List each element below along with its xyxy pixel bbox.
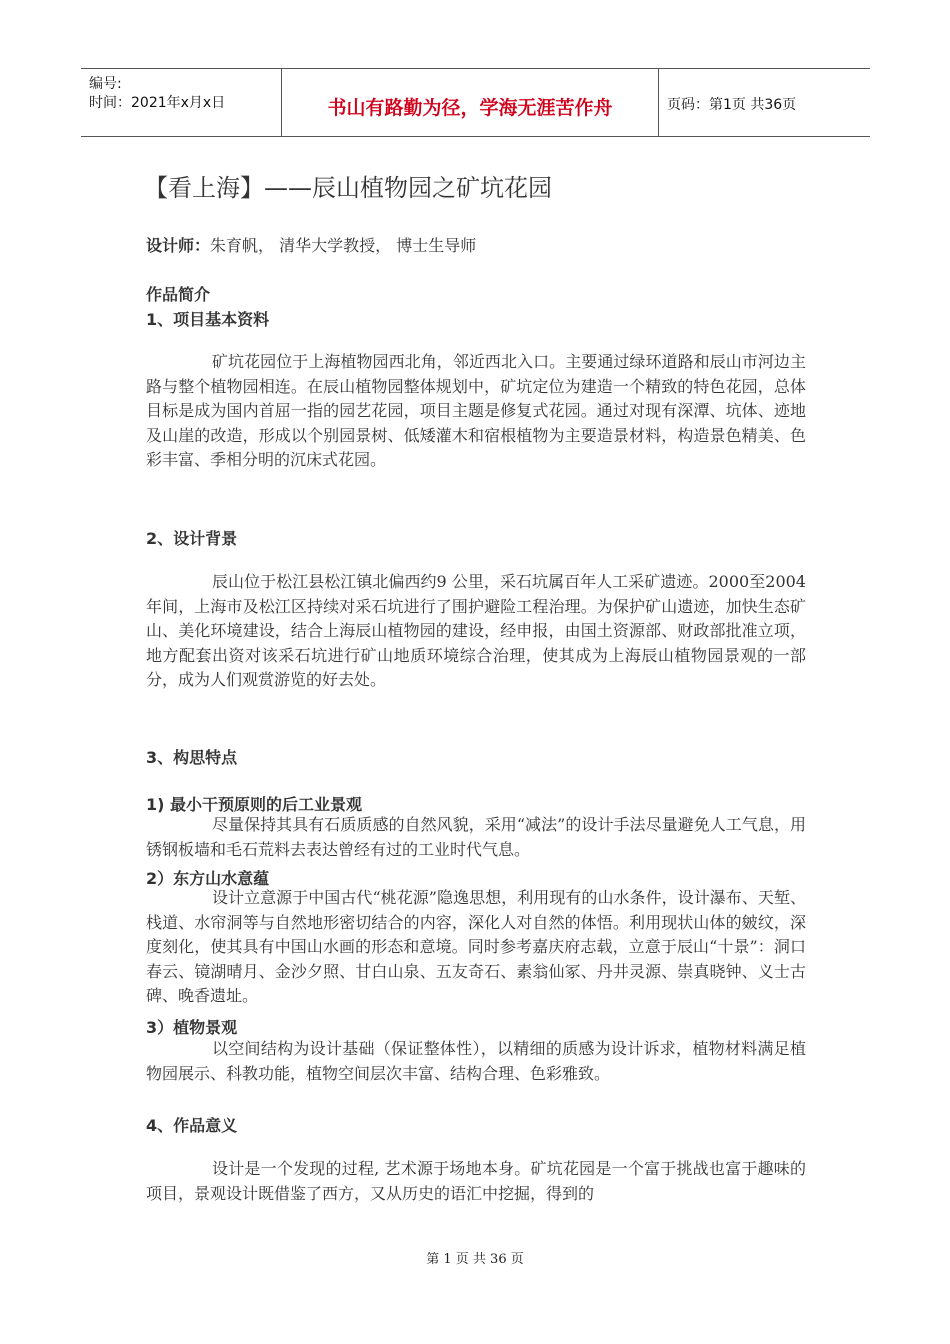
section-paragraph: 辰山位于松江县松江镇北偏西约9 公里，采石坑属百年人工采矿遗迹。2000至2004年间，上海市及松江区持续对采石坑进行了围护避险工程治理。为保护矿山遗迹，加快生态矿山、美化环境建设，结合上海辰山植物园的建设，经申报，由国土资源部、财政部批准立项，地方配套出资对该采石坑进行矿山地质环境综合治理，使其成为上海辰山植物园景观的一部分，成为人们观赏游览的好去处。: [146, 572, 806, 689]
document-title: 【看上海】——辰山植物园之矿坑花园: [144, 174, 552, 202]
concept-heading: 3）植物景观: [146, 1018, 238, 1037]
header-page-cell: [659, 69, 870, 136]
concept-paragraph: 尽量保持其具有石质质感的自然风貌，采用“减法”的设计手法尽量避免人工气息，用锈钢板墙和毛石荒料去表达曾经有过的工业时代气息。: [146, 815, 806, 859]
section-heading: 2、设计背景: [146, 529, 238, 548]
document-time-label: 时间：2021年x月x日: [89, 95, 226, 111]
section-paragraph: 矿坑花园位于上海植物园西北角，邻近西北入口。主要通过绿环道路和辰山市河边主路与整个植物园相连。在辰山植物园整体规划中，矿坑定位为建造一个精致的特色花园，总体目标是成为国内首屈一指的园艺花园，项目主题是修复式花园。通过对现有深潭、坑体、迹地及山崖的改造，形成以个别园景树、低矮灌木和宿根植物为主要造景材料，构造景色精美、色彩丰富、季相分明的沉床式花园。: [146, 352, 806, 469]
concept-paragraph: 设计立意源于中国古代“桃花源”隐逸思想，利用现有的山水条件，设计瀑布、天堑、栈道、水帘洞等与自然地形密切结合的内容，深化人对自然的体悟。利用现状山体的皴纹，深度刻化，使其具有中国山水画的形态和意境。同时参考嘉庆府志载，立意于辰山“十景”：洞口春云、镜湖晴月、金沙夕照、甘白山泉、五友奇石、素翁仙冢、丹井灵源、崇真晓钟、义士古碑、晚香遗址。: [146, 888, 806, 1005]
section-heading: 1、项目基本资料: [146, 310, 270, 329]
header-motto-cell: [282, 69, 659, 136]
header-meta-cell: [81, 69, 282, 136]
designer-text: 朱育帆， 清华大学教授， 博士生导师: [210, 236, 477, 255]
document-number-label: 编号:: [89, 76, 122, 92]
designer-line: [146, 233, 476, 256]
section-heading: 3、构思特点: [146, 748, 238, 767]
concept-heading: 2）东方山水意蕴: [146, 869, 270, 888]
header-motto: 书山有路勤为径，学海无涯苦作舟: [327, 97, 613, 119]
concept-paragraph: 以空间结构为设计基础（保证整体性），以精细的质感为设计诉求，植物材料满足植物园展示、科教功能，植物空间层次丰富、结构合理、色彩雅致。: [146, 1039, 806, 1083]
designer-label: 设计师：: [146, 236, 211, 255]
concept-heading: 1) 最小干预原则的后工业景观: [146, 795, 363, 814]
page-header: [81, 68, 870, 137]
page-footer: 第 1 页 共 36 页: [426, 1252, 524, 1267]
header-page-label: 页码：第1页 共36页: [667, 97, 797, 113]
intro-heading: 作品简介: [146, 285, 211, 304]
section-heading: 4、作品意义: [146, 1116, 238, 1135]
section-paragraph: 设计是一个发现的过程, 艺术源于场地本身。矿坑花园是一个富于挑战也富于趣味的项目，景观设计既借鉴了西方，又从历史的语汇中挖掘，得到的: [146, 1159, 806, 1203]
